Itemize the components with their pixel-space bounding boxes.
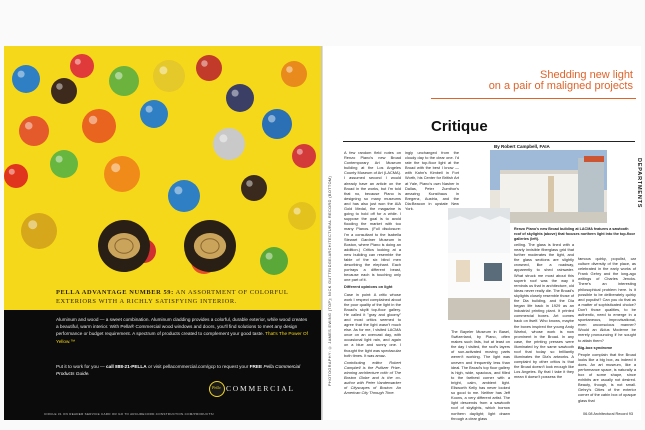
gumball [292, 144, 316, 168]
gumball [168, 180, 200, 212]
gumball-highlight [89, 116, 98, 125]
ad-photo-gumballs [4, 46, 323, 286]
ad-footer-reader-service: CIRCLE 31 ON READER SERVICE CARD OR GO TO ARCHRECORD.CONSTRUCTION.COM/PRODUCTS/ [44, 412, 215, 416]
gumball [213, 128, 245, 160]
kicker-rule [431, 98, 636, 99]
title-divider [343, 141, 635, 142]
gumball-highlight [159, 66, 167, 74]
ad-body-copy [56, 316, 311, 345]
paragraph: People complain that the Broad looks like a big box, as indeed it does. An art museum, like a performance space, is naturally a box of some shape, since exhibits are usually not desired. Beauty, though, is not small. Gehry's Cities of the exterior corner of the cabin box of opaque glass that [578, 351, 636, 403]
gumball-highlight [9, 169, 15, 175]
subhead-big-box: Big-box syndrome [578, 344, 613, 350]
gumball [281, 61, 307, 87]
gumball [82, 109, 116, 143]
gumball [241, 175, 267, 201]
gumball [109, 66, 139, 96]
gumball [70, 54, 94, 78]
ad-free: FREE [249, 364, 263, 369]
gallery-interior-image [448, 208, 510, 320]
ad-cta-prefix: Put it to work for you — [56, 364, 105, 369]
kicker-line-1: Shedding new light [540, 69, 633, 81]
gumball-highlight [146, 106, 153, 113]
paragraph: ceiling. The glass is lined with a nearly invisible fiberglass grid that further moderates the light, and the glass sections are slightly crowned, like a roadway, apparently to shed rainwater. What struck me most about this superb roof was the way it reminds us that in architecture, old ideas never really die. The Broad's skylights closely resemble those of the Dia building, and the Dia began life back in 1929 as an industrial printing plant. It printed commercial boxes. Art comes back on itself. Who knows, maybe the boxes inspired the young Andy Warhol, whose work is now prominent in the Broad. In any case, the printing presses were illuminated by the same sawtooth roof that today so brilliantly illuminates the Dia's artworks. A complaint by other critics is that the Broad doesn't look enough like Los Angeles. By that I take it they mean it doesn't possess the [514, 242, 574, 380]
gumball-highlight [75, 59, 81, 65]
pella-advertisement [4, 46, 323, 420]
gumball [104, 156, 140, 192]
photo-1-caption: Renzo Piano's new Broad building at LACMA features a sawtooth roof of skylights (above) that focuses northern light into the top-floor galleries (left). [514, 227, 636, 241]
byline: By Robert Campbell, FAIA [494, 144, 550, 149]
gumball-highlight [25, 122, 33, 130]
photo-gallery-interior [448, 208, 510, 320]
ad-headline-rest: AN ASSORTMENT OF COLORFUL EXTERIORS WITH A RICHLY SATISFYING INTERIOR. [56, 289, 289, 305]
paragraph: A few random field notes on Renzo Piano's new Broad Contemporary Art Museum building at the Los Angeles County Museum of Art (LACMA). I assumed second I would already have an article on the Broad in the works, but I'm told that no, because Piano is designing so many museums and has also just won the AIA Gold Medal, the magazine is going to hold off for a while. I suppose the goal is to avoid flooding the market with too many Pianos. (Full disclosure: I'm a consultant to the Isabella Stewart Gardner Museum in Boston, where Piano is doing an addition.) Critics looking at a new building can resemble the fable of the six blind men describing the elephant. Each portrays a different beast, because each is touching only one part of it. [344, 150, 401, 283]
page-folio: 06.08 Architectural Record 93 [583, 412, 634, 416]
gumball [140, 100, 168, 128]
gumball-highlight [56, 83, 63, 90]
kicker-line-2: on a pair of maligned projects [488, 80, 633, 92]
gumball-highlight [201, 60, 208, 66]
gumball-highlight [268, 115, 276, 123]
gumball [21, 213, 57, 249]
gumball-highlight [174, 186, 182, 194]
gumball [260, 247, 288, 275]
pella-logo-icon [209, 381, 225, 397]
article-column-4 [578, 256, 636, 405]
gumball-highlight [219, 134, 227, 142]
department-label: DEPARTMENTS [636, 158, 642, 209]
gumball [226, 84, 254, 112]
ad-phone[interactable]: call 888-21-PELLA [106, 364, 147, 369]
gumball [288, 202, 316, 230]
critique-article-page [323, 46, 641, 420]
gumball [196, 55, 222, 81]
gumball-highlight [232, 90, 239, 97]
gumball-illustration [4, 46, 323, 286]
paragraph: famous quirky, populist, car culture diversity of the place, as celebrated in the early works of Frank Gehry and the long-ago writings of Charles Jencks. There's an interesting philosophical problem here. Is it possible to be deliberately quirky and populist? Can you do that as a matter of sophisticated choice? Don't those qualities, to be authentic, need to emerge in a spontaneous, improvisational, even unconscious manner? Would an Aldus Moderne be merely pronouncing if he sought to attain them? [578, 256, 636, 343]
gumball-highlight [115, 72, 123, 80]
gumball-highlight [294, 208, 301, 215]
ad-tagline: That's The Power Of Yellow.™ [56, 331, 308, 344]
gumball-highlight [246, 180, 253, 187]
gumball-highlight [18, 71, 25, 78]
pella-commercial-wordmark: COMMERCIAL [226, 384, 295, 393]
ad-cta-suffix: or visit pellacommercial.com/gcp to request your [148, 364, 249, 369]
gumball [50, 150, 78, 178]
ad-call-to-action [56, 363, 311, 377]
section-title: Critique [431, 118, 488, 135]
gumball-highlight [111, 163, 120, 172]
gumball-highlight [286, 66, 293, 73]
paragraph: ingly unchanged from the cloudy day to the clear one. I'd rate the top-floor light at the Broad with the best I know — with Kahn's Kimbell in Fort Worth, his Center for British Art at Yale, Piano's own Nasher in Dallas, Peter Zumthor's amazing Kunsthaus in Bregenz, Austria, and the Dia:Beacon in upstate New York. [405, 150, 459, 212]
gumball-highlight [266, 253, 273, 260]
gumball-highlight [297, 149, 303, 155]
ad-headline-strong: PELLA ADVANTAGE NUMBER 59: [56, 289, 174, 296]
wood-interior [194, 233, 226, 259]
ad-guide: Pella Commercial Products Guide. [56, 364, 301, 376]
pella-logo-mark: Pella [212, 385, 221, 390]
article-column-2 [405, 150, 459, 213]
gumball [12, 65, 40, 93]
photo-2-caption-and-text [451, 329, 510, 423]
gumball [153, 60, 185, 92]
gumball [19, 116, 49, 146]
gumball [4, 164, 28, 188]
gumball-highlight [56, 156, 63, 163]
ad-body-text: Aluminum and wood — a sweet combination. Aluminum cladding provides a colorful, durable exterior, while wood creates a beautiful, warm interior. With Pella® Commercial wood windows and doors, you'll find solutions to meet any design performance or budget requirement. A spectrum of products created to complement your good taste. [56, 317, 308, 337]
paragraph: Case in point: A critic whose work I respect complained about the poor quality of the light in the Broad's skylit top-floor gallery. He called it "gray and gloomy" and most critics seemed to agree that the light wasn't much else. As for me, I visited LACMA once on an overcast day, with occasional light rain, and again on a blue and sunny one. I thought the light was spectacular both times. It was amaz- [344, 291, 401, 358]
ad-headline [56, 289, 316, 306]
author-bio: Contributing editor Robert Campbell is the Pulitzer Prize-winning architecture critic of The Boston Globe and is the co-author with Peter Vanderwarker of Cityscapes of Boston: An American City Through Time. [344, 359, 401, 396]
article-column-3 [514, 242, 574, 382]
article-kicker [433, 70, 633, 92]
gumball-highlight [28, 220, 37, 229]
gumball [262, 109, 292, 139]
photo-credit: PHOTOGRAPHY: © JAMES EWING (TOP); NICK GUTTRIDGE/ARCHITECTURAL RECORD (BOTTOM) [328, 175, 332, 386]
gumball [51, 78, 77, 104]
subhead-light: Different opinions on light [344, 284, 393, 290]
article-column-1 [344, 150, 401, 397]
wood-interior [108, 233, 140, 259]
paragraph: The Bayeler Museum in Basel, Switzerland, by Piano, often makes such lists, but at least on the day I visited, the roof's layers of sun-activated moving parts weren't working. The light was uneven and frequently less than ideal. The Broad's top floor gallery is high, wide, spacious, and filled to the farthest corner with a bright, calm, ambient light. Ellsworth Kelly has never looked so good to me. Neither has Jeff Koons, a very different artist. The light descends from a sawtooth roof of skylights, which borrow northern daylight; light drawn through a clear glass [451, 329, 510, 421]
